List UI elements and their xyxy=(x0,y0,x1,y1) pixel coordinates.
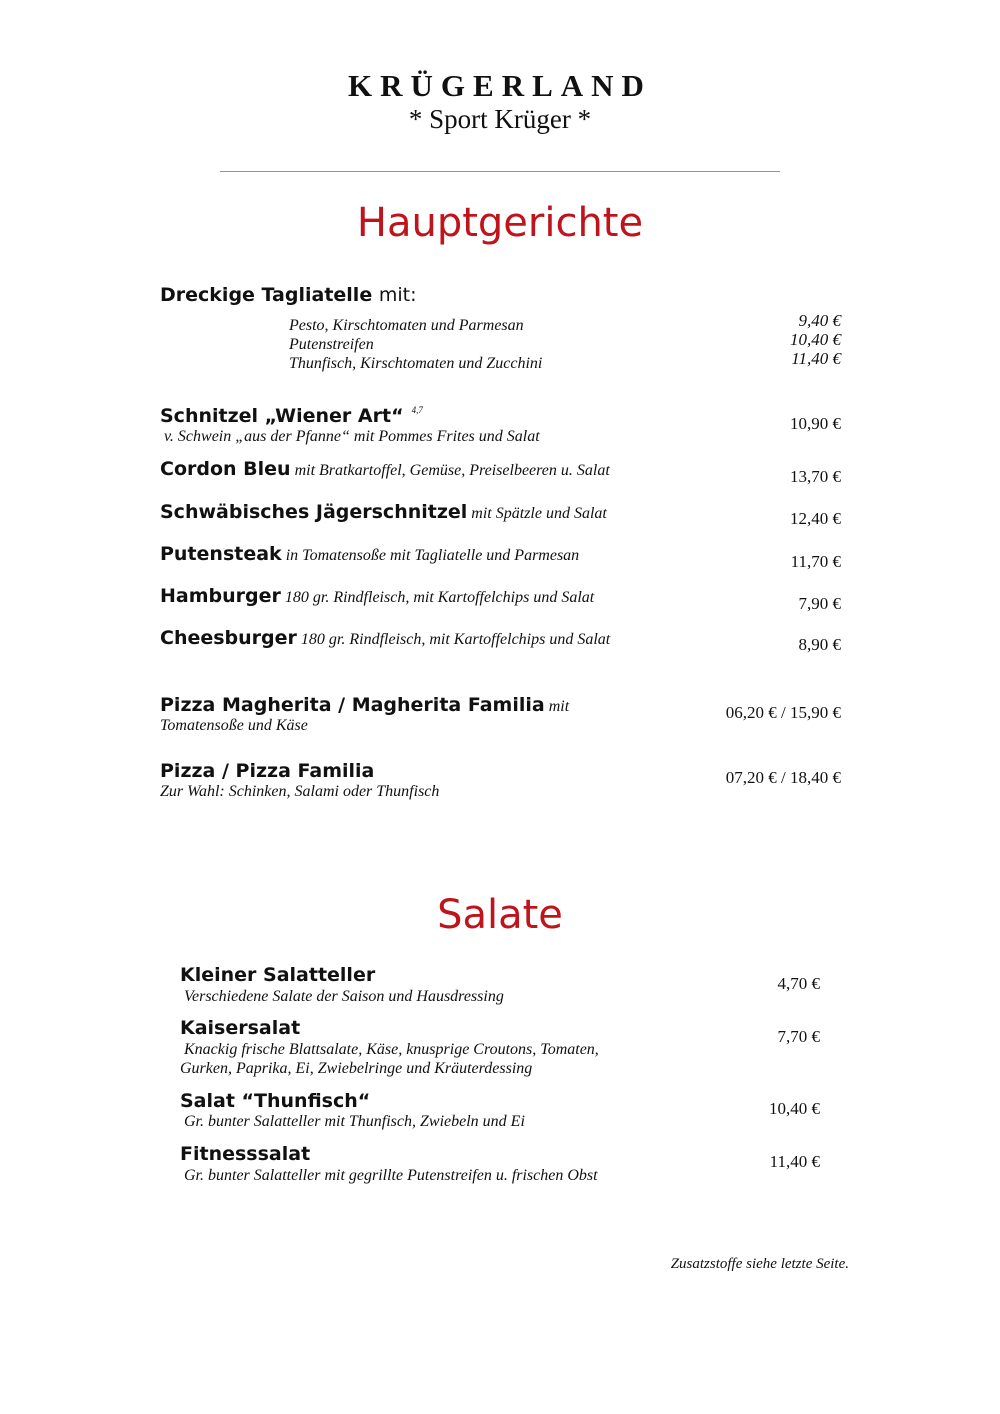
item-name: Schwäbisches Jägerschnitzel xyxy=(160,501,468,523)
item-price: 11,40 € xyxy=(769,1152,820,1171)
tagliatelle-option-desc: Thunfisch, Kirschtomaten und Zucchini xyxy=(289,355,543,372)
menu-item-putensteak xyxy=(160,543,579,565)
tagliatelle-option-desc: Putenstreifen xyxy=(289,336,374,353)
item-price: 11,70 € xyxy=(790,552,841,571)
menu-item-kleiner-salatteller xyxy=(180,964,375,986)
item-price: 12,40 € xyxy=(790,509,841,528)
item-description: Gurken, Paprika, Ei, Zwiebelringe und Kräuterdessing xyxy=(180,1060,533,1077)
tagliatelle-option-price: 11,40 € xyxy=(791,349,841,368)
additives-marker: 4,7 xyxy=(411,405,423,415)
item-name: Pizza / Pizza Familia xyxy=(160,760,375,782)
section-heading-main-dishes: Hauptgerichte xyxy=(356,200,644,246)
menu-item-pizza-magherita xyxy=(160,694,569,716)
item-description: Knackig frische Blattsalate, Käse, knusprige Croutons, Tomaten, xyxy=(184,1041,599,1058)
menu-item-tagliatelle xyxy=(160,284,416,306)
item-name: Dreckige Tagliatelle xyxy=(160,284,373,306)
item-name: Salat “Thunfisch“ xyxy=(180,1090,371,1112)
item-description: 180 gr. Rindfleisch, mit Kartoffelchips und Salat xyxy=(300,631,611,648)
item-description: 180 gr. Rindfleisch, mit Kartoffelchips und Salat xyxy=(284,589,595,606)
item-name: Kleiner Salatteller xyxy=(180,964,376,986)
menu-item-hamburger xyxy=(160,585,594,607)
item-name: Schnitzel „Wiener Art“ xyxy=(160,405,404,427)
menu-item-pizza xyxy=(160,760,374,782)
item-price: 10,90 € xyxy=(790,414,841,433)
menu-item-salat-thunfisch xyxy=(180,1090,370,1112)
item-price: 10,40 € xyxy=(769,1099,820,1118)
item-name: Pizza Magherita / Magherita Familia xyxy=(160,694,545,716)
item-name-suffix: mit: xyxy=(378,284,417,306)
tagliatelle-option-desc: Pesto, Kirschtomaten und Parmesan xyxy=(289,317,524,334)
item-description: Tomatensoße und Käse xyxy=(160,717,308,734)
item-name-suffix: mit xyxy=(548,698,570,715)
section-heading-salads: Salate xyxy=(437,892,563,938)
menu-item-schnitzel xyxy=(160,405,423,427)
item-description: Zur Wahl: Schinken, Salami oder Thunfisch xyxy=(160,783,440,800)
restaurant-subtitle: * Sport Krüger * xyxy=(408,104,592,134)
item-name: Cordon Bleu xyxy=(160,458,291,480)
menu-item-cheesburger xyxy=(160,627,610,649)
menu-item-kaisersalat xyxy=(180,1017,300,1039)
item-description: Verschiedene Salate der Saison und Hausdressing xyxy=(184,988,504,1005)
item-description: in Tomatensoße mit Tagliatelle und Parmesan xyxy=(285,547,580,564)
item-name: Fitnesssalat xyxy=(180,1143,311,1165)
menu-item-jaegerschnitzel xyxy=(160,501,607,523)
menu-item-fitnesssalat xyxy=(180,1143,310,1165)
item-name: Hamburger xyxy=(160,585,281,607)
item-name: Kaisersalat xyxy=(180,1017,301,1039)
header-divider xyxy=(220,171,780,172)
additives-footnote: Zusatzstoffe siehe letzte Seite. xyxy=(670,1256,849,1272)
item-description: mit Spätzle und Salat xyxy=(471,505,607,522)
item-price: 7,90 € xyxy=(798,594,841,613)
item-price: 07,20 € / 18,40 € xyxy=(725,768,841,787)
item-description: Gr. bunter Salatteller mit Thunfisch, Zwiebeln und Ei xyxy=(184,1113,525,1130)
item-price: 4,70 € xyxy=(777,974,820,993)
item-name: Putensteak xyxy=(160,543,282,565)
menu-item-cordon-bleu xyxy=(160,458,610,480)
item-description: v. Schwein „aus der Pfanne“ mit Pommes Frites und Salat xyxy=(164,428,540,445)
item-price: 06,20 € / 15,90 € xyxy=(725,703,841,722)
item-price: 8,90 € xyxy=(798,635,841,654)
item-name: Cheesburger xyxy=(160,627,297,649)
item-description: Gr. bunter Salatteller mit gegrillte Putenstreifen u. frischen Obst xyxy=(184,1167,598,1184)
tagliatelle-option-price: 9,40 € xyxy=(798,311,841,330)
item-price: 7,70 € xyxy=(777,1027,820,1046)
tagliatelle-option-price: 10,40 € xyxy=(790,330,841,349)
item-price: 13,70 € xyxy=(790,467,841,486)
restaurant-name: KRÜGERLAND xyxy=(348,68,652,103)
item-description: mit Bratkartoffel, Gemüse, Preiselbeeren u. Salat xyxy=(294,462,610,479)
